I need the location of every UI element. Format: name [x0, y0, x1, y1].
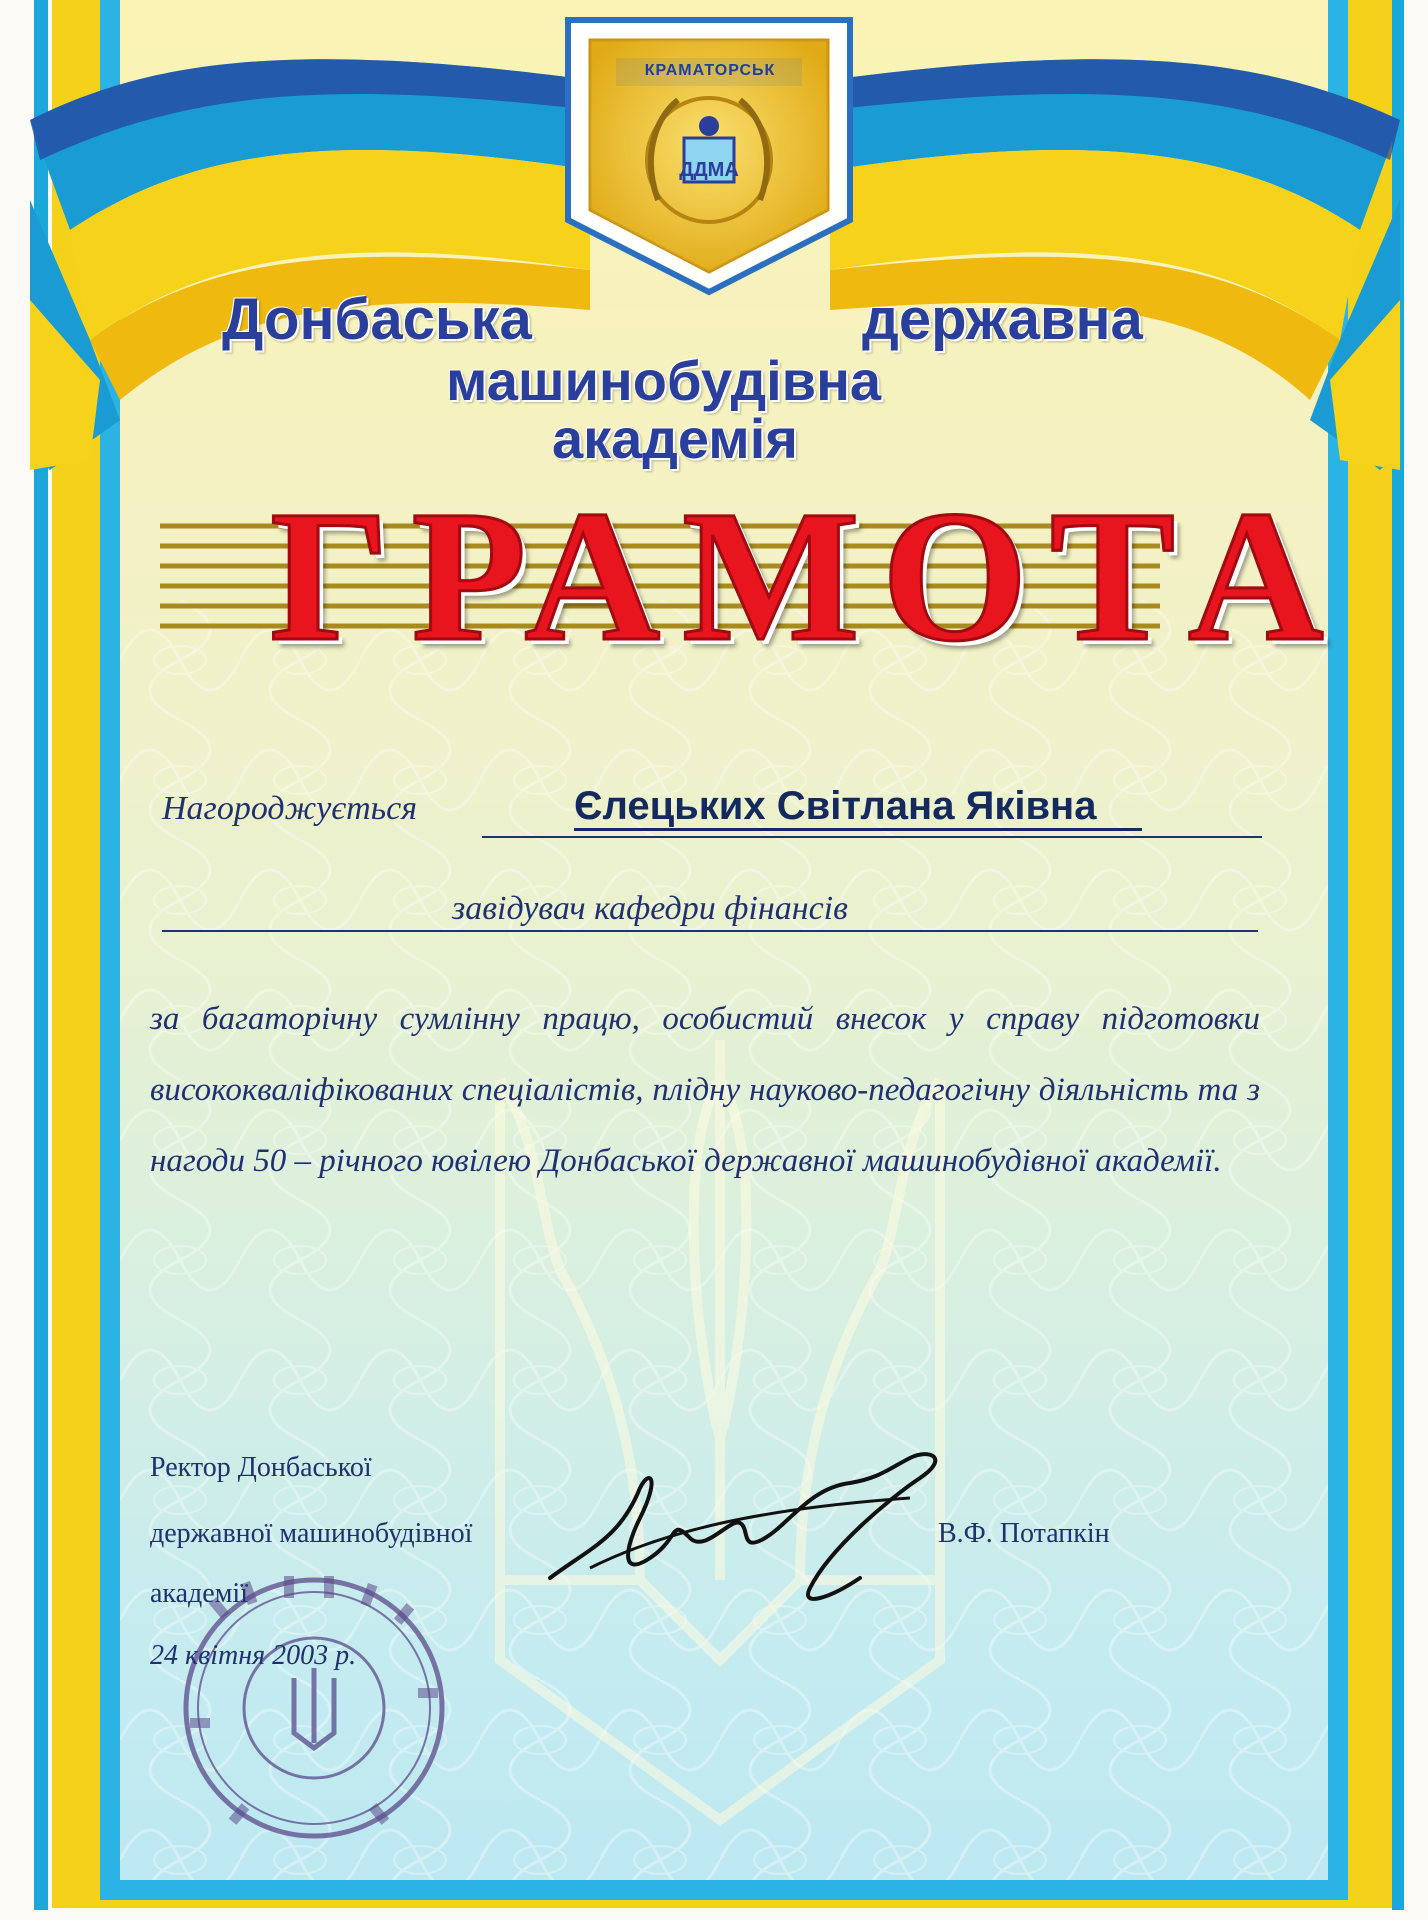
- award-reason-text: за багаторічну сумлінну працю, особистий внесок у справу підготовки висококваліфікованих спеціалістів, плідну науково-педагогічну діяльність та з нагоди 50 – річного ювілею Донбаської державної машинобудівної академії.: [150, 1001, 1260, 1179]
- city-label: КРАМАТОРСЬК: [644, 62, 776, 79]
- handwritten-signature: [530, 1428, 1030, 1618]
- signer-name: В.Ф. Потапкін: [938, 1518, 1110, 1549]
- right-flag-ribbon: [830, 0, 1400, 520]
- org-name-line3: академія: [552, 407, 798, 470]
- name-underline: [482, 836, 1262, 838]
- org-name-line1-left: Донбаська: [222, 287, 532, 352]
- awardee-name: Єлецьких Світлана Яківна: [574, 784, 1097, 828]
- svg-text:ДДМА: ДДМА: [679, 159, 739, 181]
- signature-title-line2: державної машинобудівної: [150, 1518, 473, 1549]
- academy-emblem: [548, 0, 870, 300]
- awardee-name-underline: [574, 828, 1142, 831]
- official-stamp: [174, 1568, 454, 1848]
- signature-date: 24 квітня 2003 р.: [150, 1640, 357, 1671]
- org-name-line1-right: державна: [862, 287, 1143, 352]
- position-underline: [162, 930, 1258, 932]
- certificate-title: ГРАМОТА: [270, 471, 1346, 680]
- signature-title-line1: Ректор Донбаської: [150, 1452, 372, 1483]
- award-label: Нагороджується: [162, 790, 418, 827]
- left-flag-ribbon: [30, 0, 590, 520]
- signature-title-line3: академії: [150, 1578, 248, 1609]
- org-name-line2: машинобудівна: [446, 349, 882, 412]
- awardee-position: завідувач кафедри фінансів: [452, 890, 848, 927]
